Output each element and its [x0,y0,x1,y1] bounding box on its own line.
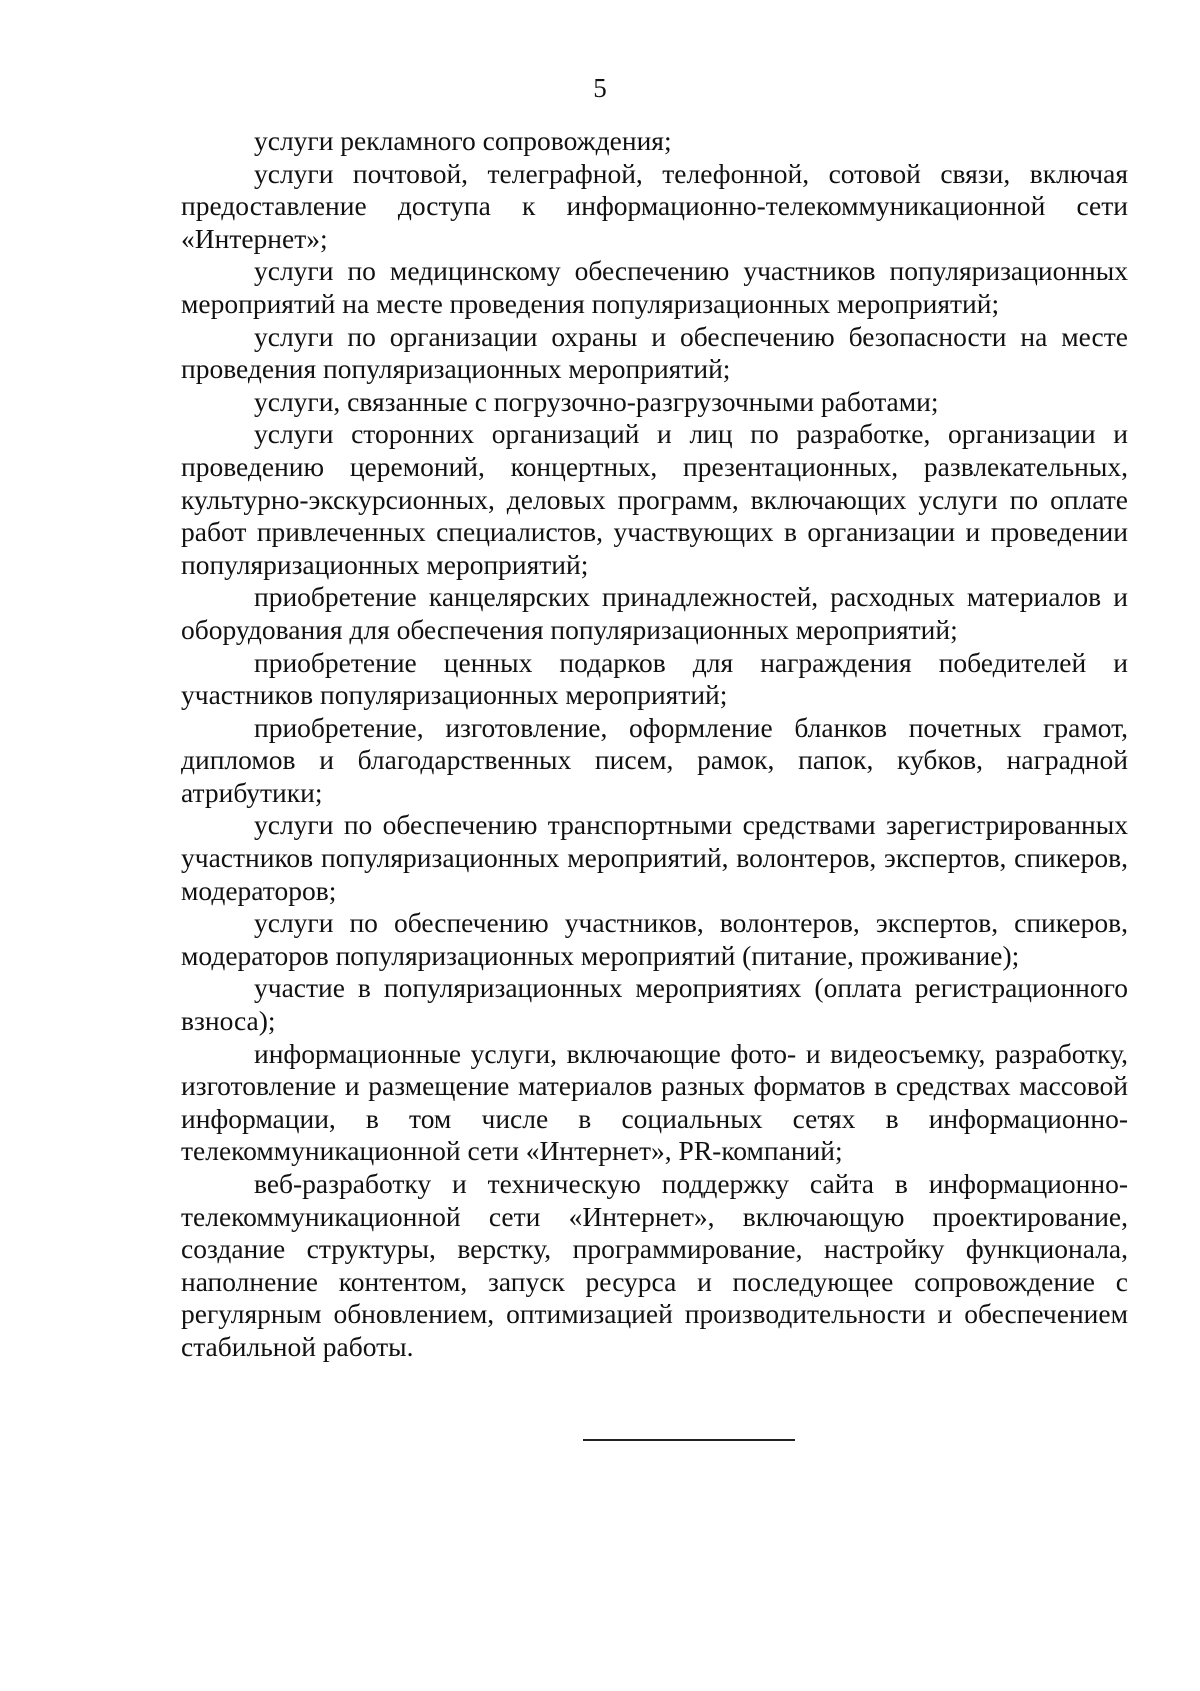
paragraph-third-party-services: услуги сторонних организаций и лиц по разработке, организации и проведению церемоний, концертных, презентационных, развлекательных, культурно-экскурсионных, деловых программ, включающих услуги по оплате работ привлеченных специалистов, участвующих в организации и проведении популяризационных мероприятий; [181,418,1128,580]
paragraph-registration-fee: участие в популяризационных мероприятиях (оплата регистрационного взноса); [181,972,1128,1037]
paragraph-certificates: приобретение, изготовление, оформление бланков почетных грамот, дипломов и благодарственных писем, рамок, папок, кубков, наградной атрибутики; [181,711,1128,808]
paragraph-office-supplies: приобретение канцелярских принадлежностей, расходных материалов и оборудования для обеспечения популяризационных мероприятий; [181,581,1128,645]
paragraph-transport: услуги по обеспечению транспортными средствами зарегистрированных участников популяризационных мероприятий, волонтеров, экспертов, спикеров, модераторов; [181,809,1128,906]
paragraph-communication-services: услуги почтовой, телеграфной, телефонной, сотовой связи, включая предоставление доступа к информационно-телекоммуникационной сети «Интернет»; [181,157,1128,254]
paragraph-information-services: информационные услуги, включающие фото- и видеосъемку, разработку, изготовление и размещение материалов разных форматов в средствах массовой информации, в том числе в социальных сетях в информационно-телекоммуникационной сети «Интернет», PR-компаний; [181,1037,1128,1167]
paragraph-web-development: веб-разработку и техническую поддержку сайта в информационно-телекоммуникационной сети «Интернет», включающую проектирование, создание структуры, верстку, программирование, настройку функционала, наполнение контентом, запуск ресурса и последующее сопровождение с регулярным обновлением, оптимизацией производительности и обеспечением стабильной работы. [181,1168,1128,1362]
page-number: 5 [593,73,607,103]
paragraph-security: услуги по организации охраны и обеспечению безопасности на месте проведения популяризационных мероприятий; [181,320,1128,385]
closing-rule [583,1439,795,1441]
paragraph-advertising-support: услуги рекламного сопровождения; [254,125,672,156]
paragraph-loading-works: услуги, связанные с погрузочно-разгрузочными работами; [254,385,939,417]
document-body [181,125,1128,1364]
paragraph-gifts: приобретение ценных подарков для награждения победителей и участников популяризационных мероприятий; [181,646,1128,711]
paragraph-catering-accommodation: услуги по обеспечению участников, волонтеров, экспертов, спикеров, модераторов популяризационных мероприятий (питание, проживание); [181,907,1128,971]
paragraph-medical-support: услуги по медицинскому обеспечению участников популяризационных мероприятий на месте проведения популяризационных мероприятий; [181,255,1128,319]
